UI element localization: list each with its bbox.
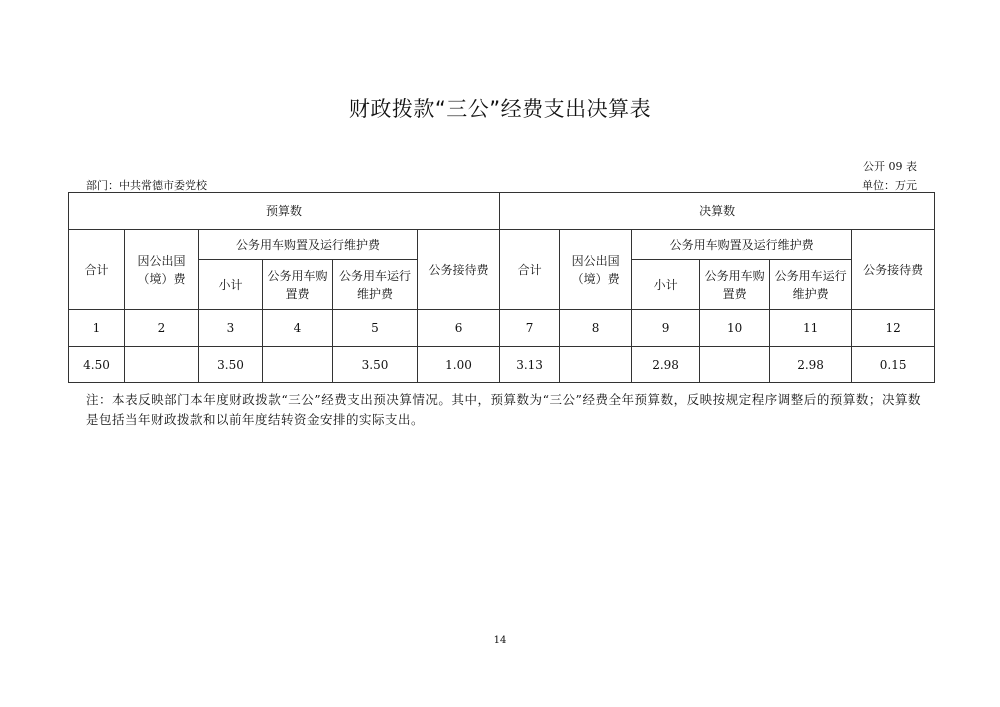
form-number: 公开 09 表 [863,160,917,173]
column-number: 6 [418,310,500,347]
final-subtotal-header: 小计 [632,260,700,310]
final-group-header: 决算数 [500,193,935,230]
column-number: 2 [125,310,199,347]
column-number: 9 [632,310,700,347]
column-number: 4 [263,310,333,347]
department-label: 部门：中共常德市委党校 [86,179,207,192]
final-abroad-header: 因公出国（境）费 [560,230,632,310]
value-row [69,347,935,383]
column-number-row [69,310,935,347]
group-header-row [69,193,935,230]
budget-subtotal-header: 小计 [199,260,263,310]
final-reception-header: 公务接待费 [852,230,935,310]
value-cell: 2.98 [770,347,852,383]
value-cell [263,347,333,383]
budget-group-header: 预算数 [69,193,500,230]
column-number: 3 [199,310,263,347]
final-total-header: 合计 [500,230,560,310]
value-cell: 3.50 [199,347,263,383]
value-cell: 3.50 [333,347,418,383]
budget-vehicle-purchase-header: 公务用车购置费 [263,260,333,310]
expense-table [68,192,935,383]
column-number: 7 [500,310,560,347]
budget-vehicle-group-header: 公务用车购置及运行维护费 [199,230,418,260]
unit-label: 单位：万元 [862,179,917,192]
value-cell [125,347,199,383]
value-cell: 4.50 [69,347,125,383]
value-cell: 3.13 [500,347,560,383]
footnote: 注：本表反映部门本年度财政拨款“三公”经费支出预决算情况。其中，预算数为“三公”经费全年预算数，反映按规定程序调整后的预算数；决算数是包括当年财政拨款和以前年度结转资金安排的实际支出。 [86,392,921,427]
value-cell: 2.98 [632,347,700,383]
value-cell [560,347,632,383]
page-title: 财政拨款“三公”经费支出决算表 [348,97,652,121]
budget-vehicle-operation-header: 公务用车运行维护费 [333,260,418,310]
budget-total-header: 合计 [69,230,125,310]
column-number: 12 [852,310,935,347]
budget-abroad-header: 因公出国（境）费 [125,230,199,310]
column-number: 11 [770,310,852,347]
column-number: 8 [560,310,632,347]
value-cell: 1.00 [418,347,500,383]
final-vehicle-purchase-header: 公务用车购置费 [700,260,770,310]
column-header-row [69,230,935,260]
page-number: 14 [493,635,507,646]
final-vehicle-operation-header: 公务用车运行维护费 [770,260,852,310]
final-vehicle-group-header: 公务用车购置及运行维护费 [632,230,852,260]
value-cell: 0.15 [852,347,935,383]
column-number: 10 [700,310,770,347]
value-cell [700,347,770,383]
column-number: 1 [69,310,125,347]
budget-reception-header: 公务接待费 [418,230,500,310]
column-number: 5 [333,310,418,347]
